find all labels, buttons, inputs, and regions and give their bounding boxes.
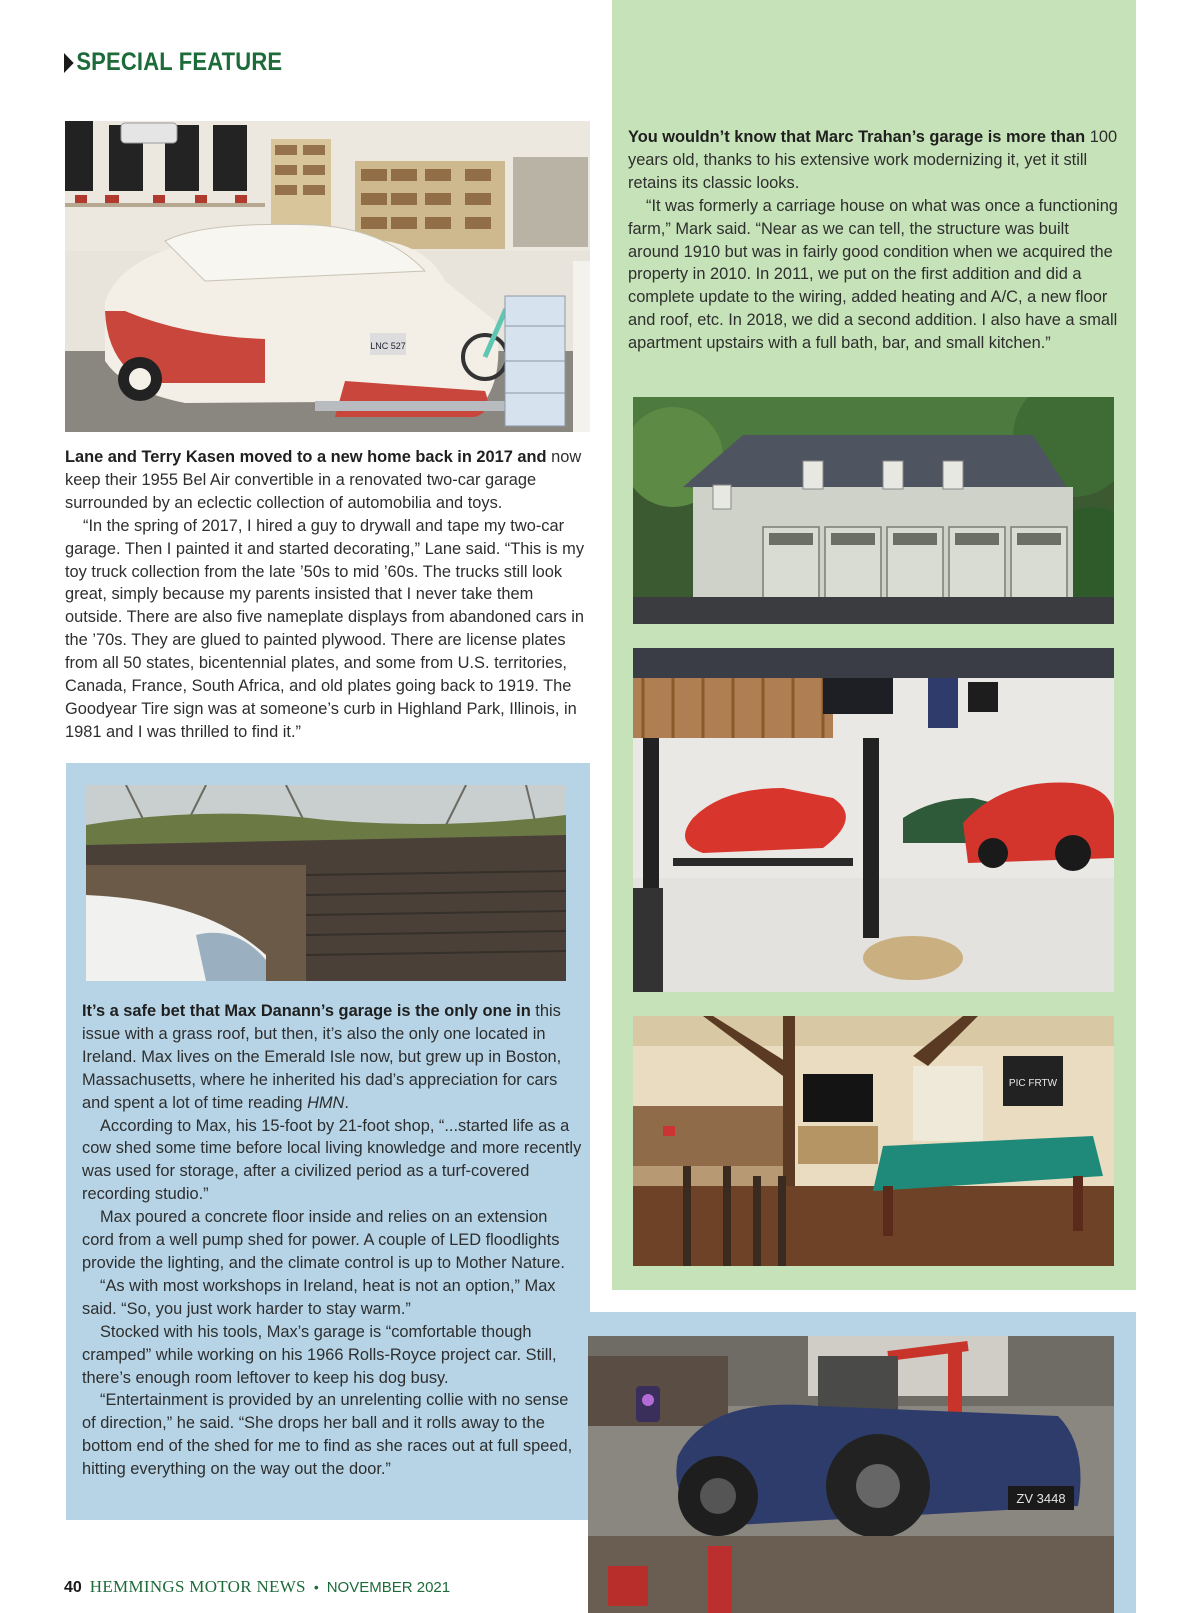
apartment-sign-text: PIC FRTW [1008, 1078, 1058, 1089]
kasen-lead-bold: Lane and Terry Kasen moved to a new home back in 2017 and [65, 448, 547, 466]
photo-grass-roof-shed [86, 785, 566, 981]
danann-p3: Max poured a concrete floor inside and relies on an extension cord from a well pump shed for power. A couple of LED floodlights provide the lighting, and the climate control is up to Mother Nature. [82, 1208, 565, 1272]
article-trahan [628, 126, 1124, 355]
danann-p2: According to Max, his 15-foot by 21-foot shop, “...started life as a cow shed some time before local living knowledge and more recently was used for storage, after a civilized period as a turf-covered recording studio.” [82, 1116, 582, 1204]
photo-trahan-shop-interior [633, 648, 1114, 992]
page-footer [64, 1577, 450, 1597]
kasen-quote: “In the spring of 2017, I hired a guy to drywall and tape my two-car garage. Then I painted it and started decorating,” Lane said. “This is my toy truck collection from the late ’50s to mid ’60s. The trucks still look great, simply because my parents insisted that I never take them outside. There are also five nameplate displays from abandoned cars in the ’70s. They are glued to painted plywood. There are license plates from all 50 states, bicentennial plates, and some from U.S. territories, Canada, France, South Africa, and old plates going back to 1919. The Goodyear Tire sign was at someone’s curb in Highland Park, Illinois, in 1981 and I was thrilled to find it.” [65, 516, 585, 741]
danann-p6: “Entertainment is provided by an unrelenting collie with no sense of direction,” he said. “She drops her ball and it rolls away to the bottom end of the shed for me to find as she races out at full speed, hitting everything on the way out the door.” [82, 1391, 573, 1479]
article-kasen [65, 446, 595, 744]
photo-belair-garage [65, 121, 590, 432]
section-kicker-label: SPECIAL FEATURE [76, 48, 283, 76]
danann-lead-italic: HMN [307, 1093, 345, 1112]
play-triangle-icon [64, 53, 74, 73]
danann-p5: Stocked with his tools, Max’s garage is “comfortable though cramped” while working on his 1966 Rolls-Royce project car. Still, there’s enough room leftover to keep his dog busy. [82, 1322, 557, 1387]
photo-rolls-royce-project [588, 1336, 1114, 1613]
section-kicker [64, 48, 282, 77]
danann-lead-bold: It’s a safe bet that Max Danann’s garage is the only one in [82, 1002, 531, 1020]
danann-p4: “As with most workshops in Ireland, heat is not an option,” Max said. “So, you just work harder to stay warm.” [82, 1276, 556, 1318]
footer-separator: • [313, 1579, 319, 1595]
issue-date: NOVEMBER 2021 [326, 1579, 451, 1596]
photo-trahan-apartment [633, 1016, 1114, 1266]
danann-lead-rest: this issue with a grass roof, but then, it’s also the only one located in Ireland. Max lives on the Emerald Isle now, but grew up in Boston, Massachusetts, where he inherited his dad’s appreciation for cars and spent a lot of time reading [82, 1002, 562, 1112]
photo-carriage-house [633, 397, 1114, 624]
rolls-plate-text: ZV 3448 [1016, 1491, 1066, 1506]
danann-lead-end: . [344, 1093, 349, 1112]
kasen-lead-rest: now keep their 1955 Bel Air convertible in a renovated two-car garage surrounded by an eclectic collection of automobilia and toys. [65, 448, 582, 512]
trahan-lead-bold: You wouldn’t know that Marc Trahan’s garage is more than [628, 128, 1086, 146]
magazine-name: HEMMINGS MOTOR NEWS [89, 1577, 306, 1596]
trahan-lead-rest: 100 years old, thanks to his extensive work modernizing it, yet it still retains its classic looks. [628, 128, 1118, 192]
page-number: 40 [64, 1579, 82, 1596]
trahan-quote: “It was formerly a carriage house on what was once a functioning farm,” Mark said. “Near as we can tell, the structure was built around 1910 but was in fairly good condition when we acquired the property in 2010. In 2011, we put on the first addition and did a complete update to the wiring, added heating and A/C, a new floor and roof, etc. In 2018, we did a second addition. I also have a small apartment upstairs with a full bath, bar, and small kitchen.” [628, 196, 1118, 353]
belair-plate-text: LNC 527 [370, 341, 406, 351]
article-danann [82, 1000, 582, 1481]
